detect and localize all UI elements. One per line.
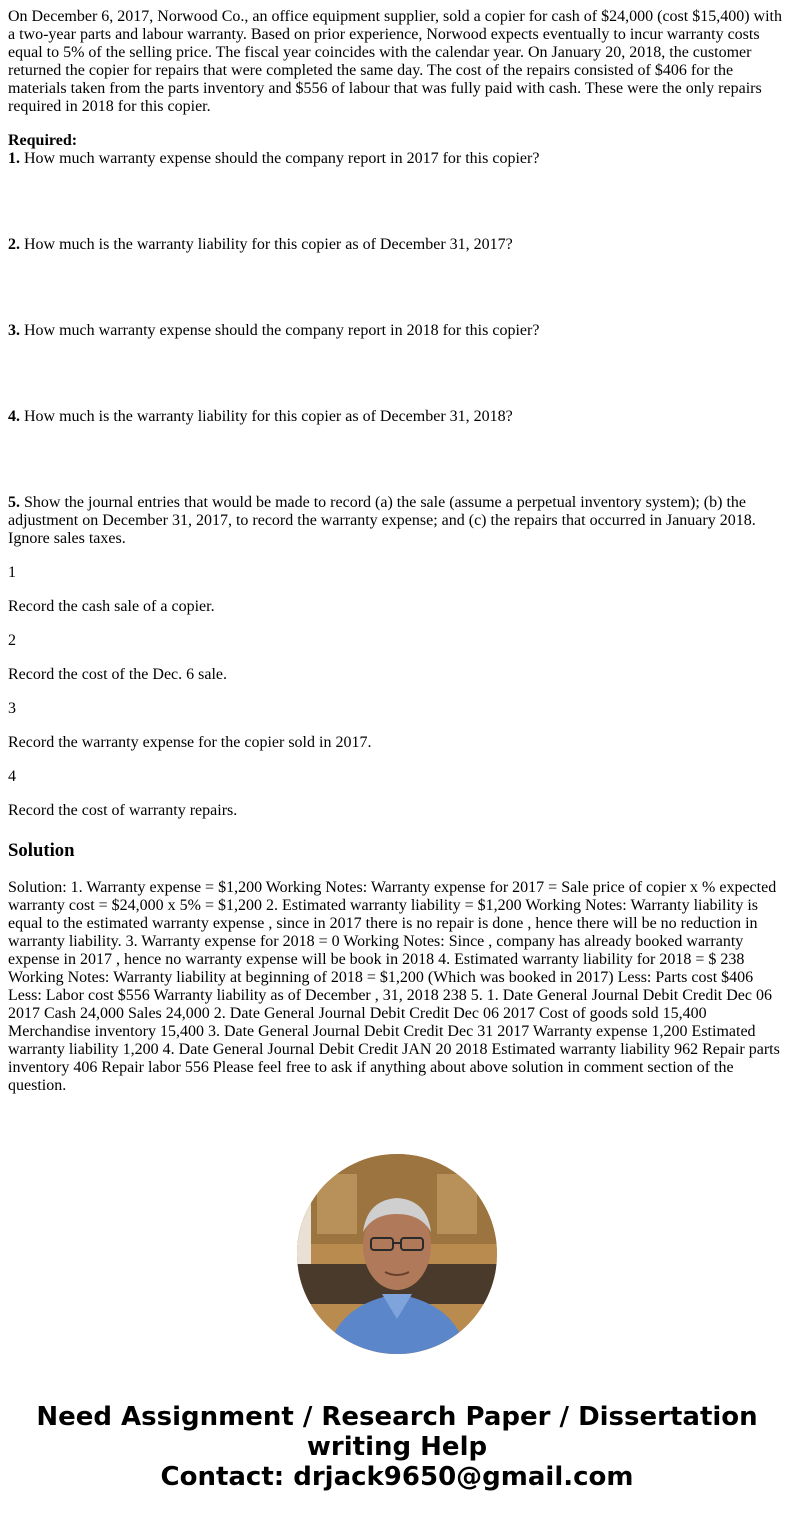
- answer-space: [8, 168, 786, 236]
- question-4: [8, 408, 786, 426]
- question-number: 5.: [8, 494, 20, 511]
- step-number: 4: [8, 768, 16, 785]
- step-number: 2: [8, 632, 16, 649]
- question-text: How much is the warranty liability for this copier as of December 31, 2018?: [20, 408, 513, 425]
- step-description: Record the cost of warranty repairs.: [8, 802, 238, 819]
- avatar-portrait: [297, 1154, 497, 1354]
- required-label: Required:: [8, 132, 78, 149]
- step-number: 1: [8, 564, 16, 581]
- step-description: Record the cost of the Dec. 6 sale.: [8, 666, 228, 683]
- question-text: Show the journal entries that would be made to record (a) the sale (assume a perpetual inventory system); (b) the adjustment on December 31, 2017, to record the warranty expense; and (c) the repairs that occurred in January 2018. Ignore sales taxes.: [8, 494, 756, 547]
- question-3: [8, 322, 786, 340]
- promo-banner: [8, 1402, 786, 1492]
- question-2: [8, 236, 786, 254]
- step-description: Record the warranty expense for the copier sold in 2017.: [8, 734, 372, 751]
- question-number: 2.: [8, 236, 20, 253]
- avatar-container: [8, 1154, 786, 1354]
- step-description: Record the cash sale of a copier.: [8, 598, 215, 615]
- step-number: 3: [8, 700, 16, 717]
- question-text: How much warranty expense should the company report in 2018 for this copier?: [20, 322, 540, 339]
- question-number: 3.: [8, 322, 20, 339]
- answer-space: [8, 426, 786, 494]
- question-number: 1.: [8, 150, 20, 167]
- solution-heading: Solution: [8, 840, 75, 861]
- answer-space: [8, 254, 786, 322]
- answer-space: [8, 340, 786, 408]
- question-text: How much is the warranty liability for this copier as of December 31, 2017?: [20, 236, 513, 253]
- promo-headline: Need Assignment / Research Paper / Dissertation writing Help: [36, 1402, 758, 1462]
- question-text: How much warranty expense should the company report in 2017 for this copier?: [20, 150, 540, 167]
- question-1: [8, 150, 786, 168]
- avatar: [297, 1154, 497, 1354]
- question-number: 4.: [8, 408, 20, 425]
- question-5: [8, 494, 786, 548]
- solution-body: Solution: 1. Warranty expense = $1,200 Working Notes: Warranty expense for 2017 = Sale price of copier x % expected warranty cost = $24,000 x 5% = $1,200 2. Estimated warranty liability = $1,200 Working Notes: Warranty liability is equal to the estimated warranty expense , since in 2017 there is no repair is done , hence there will be no reduction in warranty liability. 3. Warranty expense for 2018 = 0 Working Notes: Since , company has already booked warranty expense in 2017 , hence no warranty expense will be book in 2018 4. Estimated warranty liability for 2018 = $ 238 Working Notes: Warranty liability at beginning of 2018 = $1,200 (Which was booked in 2017) Less: Parts cost $406 Less: Labor cost $556 Warranty liability as of December , 31, 2018 238 5. 1. Date General Journal Debit Credit Dec 06 2017 Cash 24,000 Sales 24,000 2. Date General Journal Debit Credit Dec 06 2017 Cost of goods sold 15,400 Merchandise inventory 15,400 3. Date General Journal Debit Credit Dec 31 2017 Warranty expense 1,200 Estimated warranty liability 1,200 4. Date General Journal Debit Credit JAN 20 2018 Estimated warranty liability 962 Repair parts inventory 406 Repair labor 556 Please feel free to ask if anything about above solution in comment section of the question.: [8, 879, 780, 1094]
- promo-contact: Contact: drjack9650@gmail.com: [160, 1462, 634, 1492]
- problem-intro: On December 6, 2017, Norwood Co., an office equipment supplier, sold a copier for cash of $24,000 (cost $15,400) with a two-year parts and labour warranty. Based on prior experience, Norwood expects eventually to incur warranty costs equal to 5% of the selling price. The fiscal year coincides with the calendar year. On January 20, 2018, the customer returned the copier for repairs that were completed the same day. The cost of the repairs consisted of $406 for the materials taken from the parts inventory and $556 of labour that was fully paid with cash. These were the only repairs required in 2018 for this copier.: [8, 8, 782, 115]
